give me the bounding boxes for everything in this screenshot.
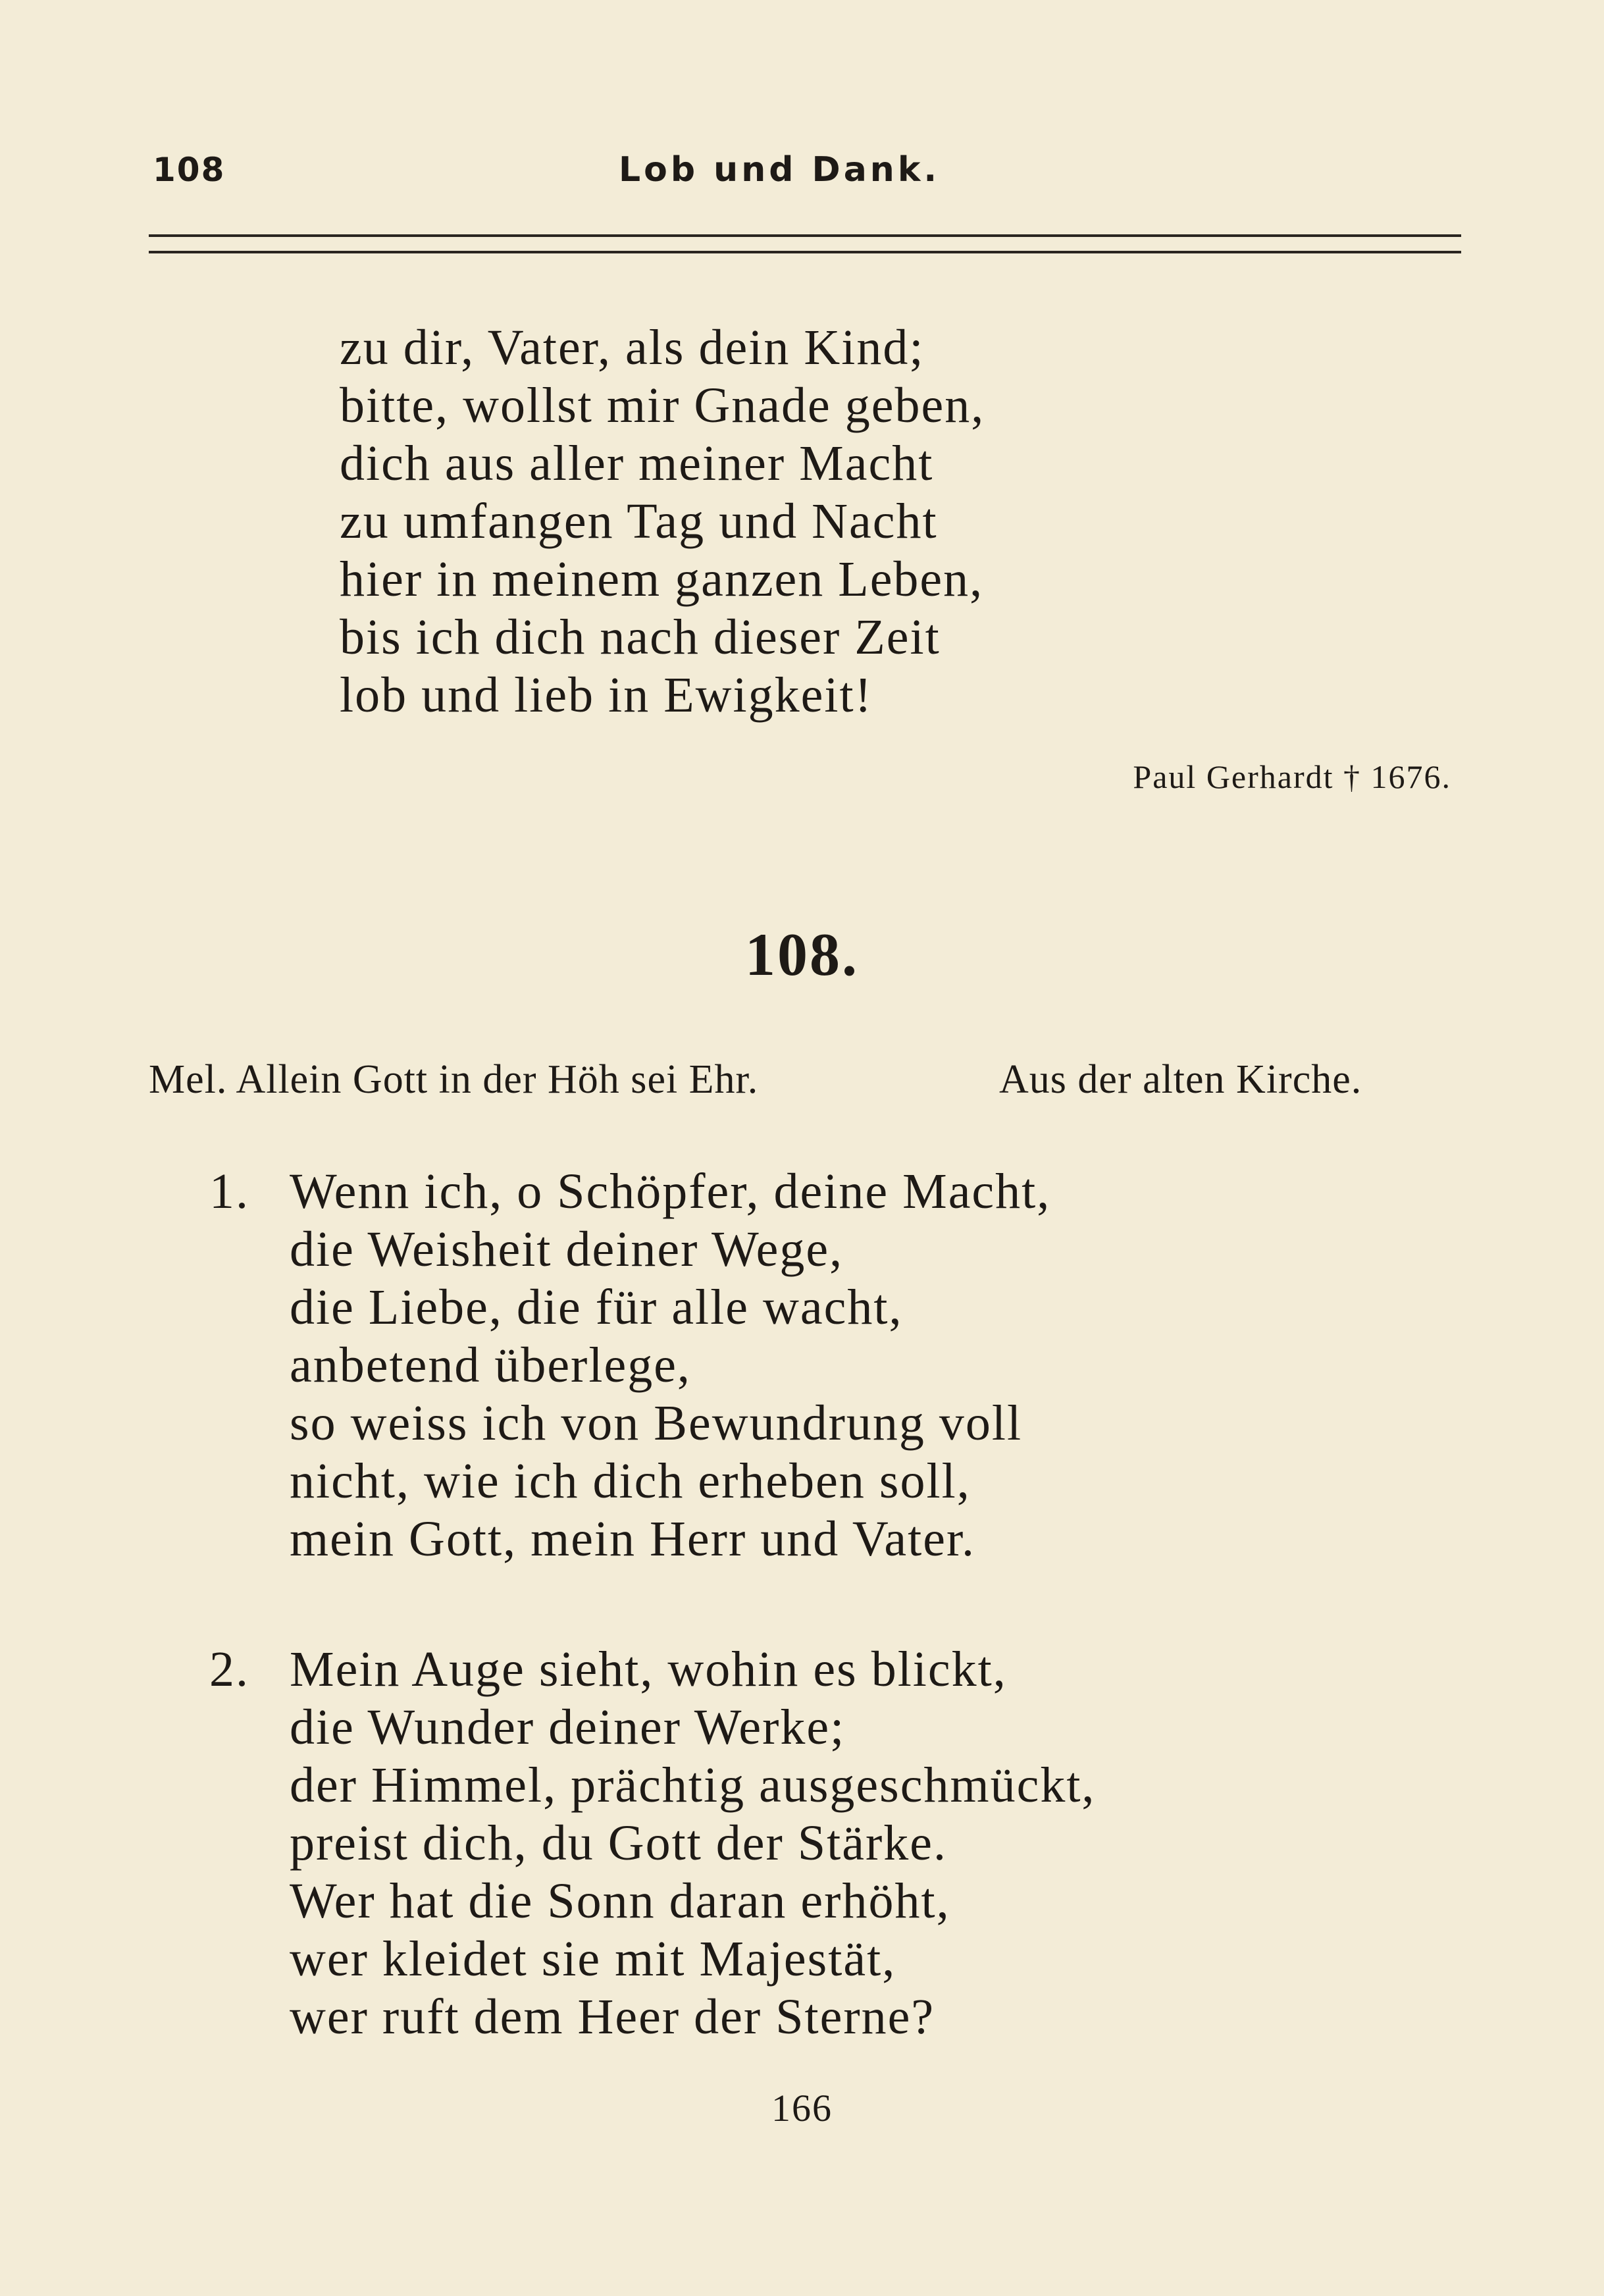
verse-line: dich aus aller meiner Macht: [340, 436, 934, 491]
verse-line: lob und lieb in Ewigkeit!: [340, 667, 873, 723]
hymn-origin: Aus der alten Kirche.: [999, 1057, 1362, 1102]
stanza-number: 2.: [209, 1642, 249, 1697]
verse-line: nicht, wie ich dich erheben soll,: [290, 1453, 971, 1509]
verse-line: bis ich dich nach dieser Zeit: [340, 610, 941, 665]
verse-line: so weiss ich von Bewundrung voll: [290, 1396, 1023, 1451]
hymn-number: 108.: [745, 921, 859, 988]
verse-line: zu umfangen Tag und Nacht: [340, 494, 938, 549]
stanza-1: [209, 1162, 1051, 1568]
verse-line: anbetend überlege,: [290, 1338, 691, 1393]
verse-line: der Himmel, prächtig ausgeschmückt,: [290, 1758, 1096, 1813]
author-attribution: Paul Gerhardt † 1676.: [1133, 758, 1451, 795]
header-page-number: 108: [153, 151, 226, 189]
verse-line: Wenn ich, o Schöpfer, deine Macht,: [290, 1164, 1051, 1219]
verse-line: mein Gott, mein Herr und Vater.: [290, 1511, 976, 1567]
header-rule-bottom: [149, 251, 1461, 253]
verse-line: Mein Auge sieht, wohin es blickt,: [290, 1642, 1007, 1697]
verse-line: Wer hat die Sonn daran erhöht,: [290, 1873, 950, 1929]
verse-line: die Wunder deiner Werke;: [290, 1700, 846, 1755]
footer-page-number: 166: [771, 2087, 833, 2129]
verse-line: die Liebe, die für alle wacht,: [290, 1280, 903, 1335]
verse-line: bitte, wollst mir Gnade geben,: [340, 378, 985, 433]
continued-stanza: [340, 319, 985, 724]
verse-line: wer ruft dem Heer der Sterne?: [290, 1989, 935, 2045]
running-title: Lob und Dank.: [619, 150, 941, 190]
verse-line: wer kleidet sie mit Majestät,: [290, 1931, 896, 1987]
verse-line: zu dir, Vater, als dein Kind;: [340, 320, 925, 375]
verse-line: hier in meinem ganzen Leben,: [340, 552, 984, 607]
header-rule-top: [149, 234, 1461, 237]
melody-reference: Mel. Allein Gott in der Höh sei Ehr.: [149, 1057, 759, 1102]
verse-line: die Weisheit deiner Wege,: [290, 1222, 844, 1277]
verse-line: preist dich, du Gott der Stärke.: [290, 1815, 948, 1871]
stanza-2: [209, 1640, 1096, 2046]
stanza-number: 1.: [209, 1164, 249, 1219]
